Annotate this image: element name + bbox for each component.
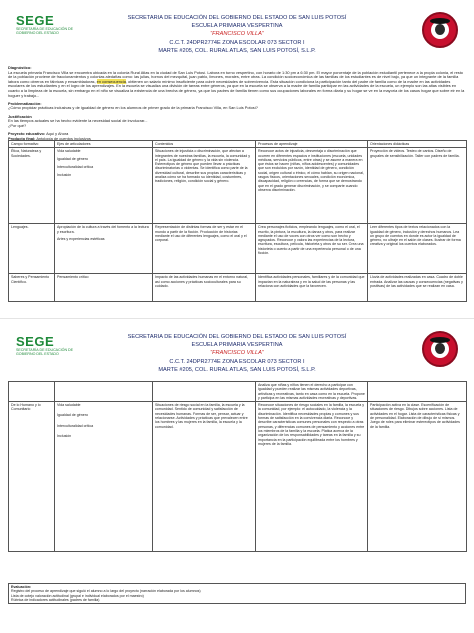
header-school-name: “FRANCISCO VILLA”	[210, 31, 264, 38]
proyecto-value: Aquí y Ahora	[46, 130, 69, 136]
document-body	[8, 66, 466, 141]
procesos-cell: Reconoce actos de injusticia, desventaja o discriminación que ocurren en diferentes espacios e instituciones (escuela, unidades médicas, servicios públicos, entre otras) y se asume a manera en que éstos se hacen (niñas, niños adolescentes) y comunidades que son excluidos por razón, identidad de género, condición social, origen cultural o étnico, el cómo hablan, su origen nacional, rasgos físicos, orientaciones sexuales, condición económica, discapacidad, religión o creencias, de forma que se demostrando que en el grado generar discriminación, y se comparte cuando observa discriminación.	[256, 148, 368, 224]
table-header-cell: Orientaciones didácticas	[368, 141, 467, 148]
campo-cell: De lo Humano y lo Comunitario	[9, 402, 55, 552]
procesos-cell: Identifica actividades personales, familiares y de la comunidad que impactan en la naturaleza y en la salud de las personas y las relaciona con actividades que la favorecen.	[256, 274, 368, 302]
table-row	[9, 274, 467, 302]
evaluation-line: Rúbrica de indicadores actitudinales (padres de familia)	[11, 597, 100, 602]
contenidos-cell: Situaciones de riesgo social en la familia, la escuela y la comunidad. Sentido de comunidad y satisfacción de necesidades humanas. Formas de ser, pensar, actuar y relacionarse. Actividades y prácticas que prevalecen entre los hombres y las mujeres en la familia, la escuela y la comunidad.	[153, 402, 256, 552]
sege-logo-subtitle: SECRETARÍA DE EDUCACIÓN DE GOBIERNO DEL ESTADO	[16, 348, 74, 357]
contenidos-cell: Impacto de las actividades humanas en el entorno natural, así como acciones y prácticas socioculturales para su cuidado.	[153, 274, 256, 302]
problematizacion-title: Problematización:	[8, 100, 42, 106]
header-address: MARTE #205, COL. RURAL ATLAS, SAN LUIS POTOSÍ, S.L.P.	[158, 47, 316, 54]
document-page-2	[0, 318, 474, 633]
ejes-cell: Apropiación de la cultura a través del fomento a la lectura y escritura. Artes y experiencias estéticas	[55, 224, 153, 274]
header-cct: C.C.T. 24DPR2774E ZONA ESCOLAR 073 SECTOR I	[169, 39, 305, 46]
procesos-cell: Crea personajes ficticios, empleando lenguajes, como el oral, el escrito, la pintura, la escultura, la danza y otros, para realizar mediante el uso de voces con otros ver como son hecho y agrupados. Reconoce y valora las experiencias de la lectura, escritura, escultura, película, historieta y otros de su ser. Crea una historieta o cuento a partir de una experiencia personal o de una ficción.	[256, 224, 368, 274]
proyecto-title: Proyecto educativo:	[8, 130, 46, 136]
table-header-row	[9, 141, 467, 148]
procesos-cell: Reconoce situaciones de riesgo sociales en la familia, la escuela y la comunidad, por ejemplo: el autocuidado, la violencia y la discriminación. Identifica necesidades propias y comunes y sus formas de satisfacción en la convivencia diaria. Reconoce y describe características comunes personales con respecto a otras personas, y diferencias comunes de pensamiento y acciones entre los miembros de la familia y la escuela. Platica acerca de la organización de los responsabilidades y tareas en la familia y su importancia en la participación equilibrada entre los hombres y mujeres de la familia.	[256, 402, 368, 552]
document-page-1	[0, 0, 474, 312]
ejes-cell: Pensamiento crítico	[55, 274, 153, 302]
ejes-cell: Vida saludable Igualdad de género Interculturalidad crítica Inclusión	[55, 148, 153, 224]
evaluation-title: Evaluación:	[11, 585, 32, 589]
highlighted-text: en consecuencia	[96, 78, 126, 84]
table-row	[9, 402, 467, 552]
header-secretaria: SECRETARIA DE EDUCACIÓN DEL GOBIERNO DEL ESTADO DE SAN LUIS POTOSÍ	[127, 334, 347, 340]
letterhead	[0, 14, 474, 55]
table-header-cell: Ejes de articuladores	[55, 141, 153, 148]
procesos-cell: Analiza que niñas y niños tienen el derecho a participar con igualdad y pueden realizar las mismas actividades deportivas, artísticas y recreativas, tanto en casa como en la escuela. Propone y participa en las mismas actividades recreativas y deportivas.	[256, 382, 368, 402]
campo-cell: Saberes y Pensamiento Científico.	[9, 274, 55, 302]
campo-cell: Ética, Naturaleza y Sociedades.	[9, 148, 55, 224]
problematizacion-text: ¿Cómo propiciar prácticas inclusivas y de igualdad de género en los alumnos de primer grado de la primaria Francisco Villa, en San Luis Potosí?	[8, 105, 258, 111]
header-escuela: ESCUELA PRIMARIA VESPERTINA	[191, 342, 283, 349]
header-escuela: ESCUELA PRIMARIA VESPERTINA	[191, 23, 283, 30]
header-address: MARTE #205, COL. RURAL ATLAS, SAN LUIS POTOSÍ, S.L.P.	[158, 366, 316, 373]
orientaciones-cell: Lluvia de actividades realizadas en casa. Cuadro de doble entrada. Analizar las causas y consecuencias (negativas y positivas) de las actividades que se realizan en casa.	[368, 274, 467, 302]
orientaciones-cell: Proyección de videos. Testeo de cantos. Diseño de grupales de sensibilización. Taller con padres de familia.	[368, 148, 467, 224]
evaluation-box	[8, 583, 466, 604]
sege-logo-name: SEGE	[16, 334, 55, 349]
orientaciones-cell: Leer diferentes tipos de textos relacionados con la igualdad de género, inclusión y derechos humanos. Lea un grupo de cuentos en donde es actor la igualdad de género, no ultraje en el salón de clases. Ilustrar de forma creativa y original los cuentos elaborados.	[368, 224, 467, 274]
diagnostico-text: La escuela primaria Francisco Villa se encuentra ubicada en la colonia Rural Atlas en la ciudad de San Luis Potosí. Labora en turno vespertino, con horario de 1:30 pm a 6:30 pm. El mayor porcentaje de la población estudiantil pertenece a la propia colonia, el resto de la población proviene de fraccionamientos y colonias aledañas como: las julias, hornos del mezquital, juan pablo, limones, morales, entre otras. La condición socioeconómica de las familias de los estudiantes es de nivel bajo, ya que un integrante de la familia labora como obreros en fábricas y ensambladoras, en consecuencia, obtienen un salario mínimo insuficiente para cubrir necesidades de sobrevivencia. Esta situación condiciona la participación tanto del padre de familia como de la madre en las actividades escolares de los estudiantes y en el logro de los aprendizajes. En la escuela se visualiza una división de tareas entre géneros, ya que en la escuela se observa a la madre de familia participar en las actividades de la escuela, un ejemplo son las altas visibles en cuanto a la limpieza de la escuela, sin embargo en el niño se visualiza la existencia de una brecha de género, ya que los padres de familia tienen como sus ocupaciones laborales en forma diaria y su hogar se ve en la mayoría de los casos hogar que sobre eir en la hoguer y trabajo...	[8, 69, 465, 98]
evaluation-line: Lista de cotejo valoración actitudinal (grupal e individual elaborados por el maestro)	[11, 593, 144, 598]
letterhead	[0, 333, 474, 374]
header-cct: C.C.T. 24DPR2774E ZONA ESCOLAR 073 SECTOR I	[169, 358, 305, 365]
evaluation-line: Registro del proceso de aprendizaje que siguió el alumno a lo largo del proyecto (narración elaborada por los alumnos)	[11, 589, 201, 594]
sege-logo-subtitle: SECRETARÍA DE EDUCACIÓN DE GOBIERNO DEL ESTADO	[16, 27, 74, 36]
sege-logo-name: SEGE	[16, 13, 55, 28]
table-row	[9, 148, 467, 224]
table-header-cell: Contenidos	[153, 141, 256, 148]
table-header-cell: Procesos de aprendizaje	[256, 141, 368, 148]
campo-cell: Lenguajes.	[9, 224, 55, 274]
header-secretaria: SECRETARIA DE EDUCACIÓN DEL GOBIERNO DEL ESTADO DE SAN LUIS POTOSÍ	[127, 15, 347, 21]
contenidos-cell: Situaciones de injusticia o discriminación, que afectan a integrantes de nuestras familias, la escuela, la comunidad y el país. La igualdad de género y la vida sin violencia. Estereotipos de género que pueden llevar a prácticas discriminatorias o violentas. Se identifica como parte de la diversidad cultural, describe sus propias características y analiza cómo se ha formado su identidad, costumbres, tradiciones, religión, condición social y género.	[153, 148, 256, 224]
ejes-cell: Vida saludable Igualdad de género Interculturalidad crítica Inclusión	[55, 402, 153, 552]
diagnostico-title: Diagnóstico:	[8, 65, 32, 70]
table-header-cell: Campo formativo	[9, 141, 55, 148]
producto-value: Antología de cuentos inclusivos	[36, 135, 91, 141]
justificacion-text: En las tiempos actuales se ha hecho evidente la necesidad social de involucrar... ¿Por qué?	[8, 118, 148, 128]
planning-table-continued	[8, 381, 467, 552]
table-row	[9, 382, 467, 402]
orientaciones-cell: Participación activa en la clase. Escenificación de situaciones de riesgo. Dibujos sobre acciones. Lista de actividades en el hogar. Lista de características físicas y de personalidad. Elaboración de dibujo de sí mismos. Juego de roles para eliminar estereotipos de actividades de la familia.	[368, 402, 467, 552]
contenidos-cell: Representación de distintas formas de ser y estar en el mundo a partir de la ficción. Producción de historias mediante el uso de diferentes lenguajes, como el oral y el corporal.	[153, 224, 256, 274]
planning-table	[8, 140, 467, 302]
table-row	[9, 224, 467, 274]
producto-title: Producto final:	[8, 135, 36, 141]
justificacion-title: Justificación	[8, 113, 32, 119]
header-school-name: “FRANCISCO VILLA”	[210, 350, 264, 357]
